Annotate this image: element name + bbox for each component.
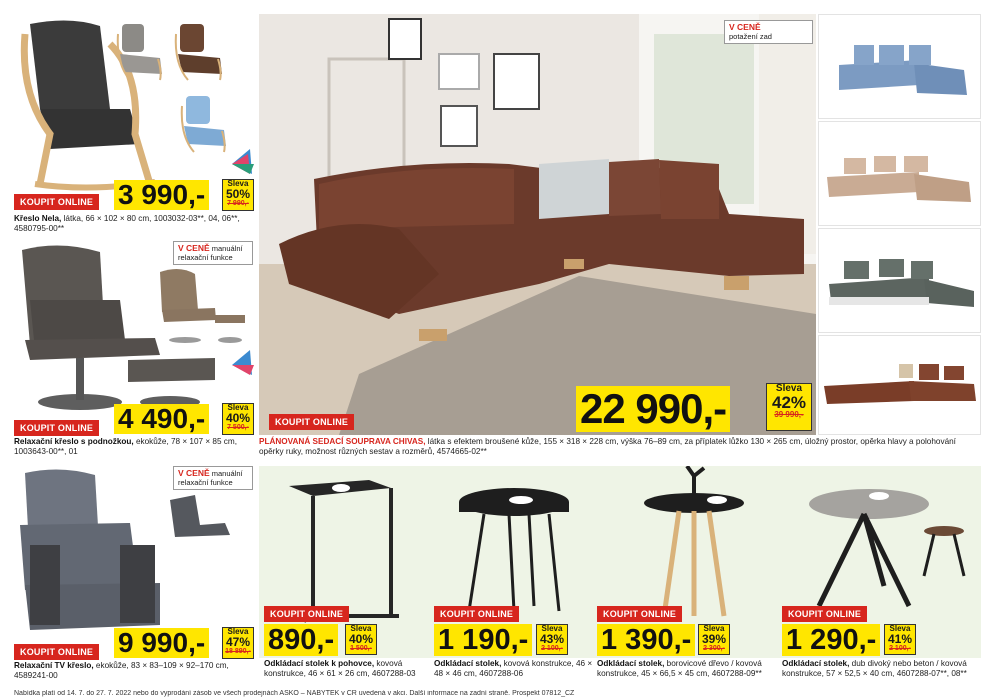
tv-chair-photo [10, 465, 255, 640]
table1-discount-percent: 40% [348, 632, 374, 646]
nela-desc-text: látka, 66 × 102 × 80 cm, 1003032-03**, 04, 06**, 4580795-00** [14, 214, 240, 234]
table1-discount-label: Sleva [350, 624, 372, 633]
table2-discount-label: Sleva [541, 624, 563, 633]
table1-name: Odkládací stolek k pohovce, [264, 659, 375, 668]
nela-description [14, 214, 259, 235]
tv-buy-online-button[interactable]: KOUPIT ONLINE [14, 644, 99, 660]
tv-included-title: V CENĚ [178, 468, 210, 478]
table4-name: Odkládací stolek, [782, 659, 850, 668]
sofa-variant-beige-photo [818, 121, 981, 226]
table1-description [264, 659, 432, 680]
table2-description [434, 659, 594, 680]
table2-discount-percent: 43% [539, 632, 565, 646]
tv-description [14, 661, 259, 682]
chivas-price: 22 990,- [576, 386, 730, 432]
tv-old-price: 18 890,- [225, 648, 251, 655]
chivas-old-price: 39 990,- [774, 410, 804, 419]
chivas-name: PLÁNOVANÁ SEDACÍ SOUPRAVA CHIVAS, [259, 437, 426, 446]
table4-description [782, 659, 982, 680]
chivas-desc-text: látka s efektem broušené kůže, 155 × 318 × 228 cm, výška 76–89 cm, za příplatek lůžko 130 × 265 cm, úložný prostor, opěrka hlavy a polohování opěrky ruky, možnost různých sestav a rozměrů, 4574665-02** [259, 437, 956, 457]
sofa-variant-brown-photo [818, 335, 981, 435]
table4-desc-text: dub divoký nebo beton / kovová konstrukce, 57 × 52,5 × 40 cm, 4607288-07**, 08** [782, 659, 967, 679]
relax-buy-online-button[interactable]: KOUPIT ONLINE [14, 420, 99, 436]
chivas-description [259, 437, 979, 458]
tv-discount-label: Sleva [227, 627, 249, 636]
nela-discount-percent: 50% [225, 187, 251, 201]
relax-discount-badge [222, 403, 254, 435]
chivas-discount-percent: 42% [771, 393, 807, 412]
tv-discount-badge [222, 627, 254, 659]
table4-discount-percent: 41% [887, 632, 913, 646]
tv-included-text: manuální relaxační funkce [178, 469, 243, 487]
table3-discount-badge [698, 624, 730, 655]
table3-name: Odkládací stolek, [597, 659, 665, 668]
table1-discount-badge [345, 624, 377, 655]
table4-price: 1 290,- [782, 624, 880, 656]
table2-price: 1 190,- [434, 624, 532, 656]
relax-included-text: manuální relaxační funkce [178, 244, 243, 262]
table2-name: Odkládací stolek, [434, 659, 502, 668]
table3-buy-online-button[interactable]: KOUPIT ONLINE [597, 606, 682, 622]
table4-buy-online-button[interactable]: KOUPIT ONLINE [782, 606, 867, 622]
nela-chair-photo [10, 14, 255, 194]
table1-old-price: 1 500,- [350, 645, 372, 652]
relax-name: Relaxační křeslo s podnožkou, [14, 437, 134, 446]
footer-note: Nabídka platí od 14. 7. do 27. 7. 2022 nebo do vyprodání zásob ve všech prodejnách ASKO – NÁBYTEK v ČR uvedená v akci. Další informace na zadní straně. Prospekt 07812_CZ [14, 690, 575, 697]
table4-discount-badge [884, 624, 916, 655]
table2-desc-text: kovová konstrukce, 46 × 48 × 46 cm, 4607288-06 [434, 659, 593, 679]
relax-included-title: V CENĚ [178, 243, 210, 253]
relax-desc-text: ekokůže, 78 × 107 × 85 cm, 1003643-00**, 01 [14, 437, 237, 457]
table3-discount-percent: 39% [701, 632, 727, 646]
chivas-discount-badge [766, 383, 812, 431]
chivas-room-photo [259, 14, 816, 435]
sofa-variant-grey-photo [818, 228, 981, 333]
nela-name: Křeslo Nela, [14, 214, 62, 223]
sofa-variant-blue-photo [818, 14, 981, 119]
table3-price: 1 390,- [597, 624, 695, 656]
table3-discount-label: Sleva [703, 624, 725, 633]
table2-discount-badge [536, 624, 568, 655]
relax-discount-label: Sleva [227, 403, 249, 412]
relax-chair-photo [10, 240, 255, 420]
chivas-included-note [724, 20, 813, 44]
chivas-included-title: V CENĚ [729, 22, 761, 32]
table2-buy-online-button[interactable]: KOUPIT ONLINE [434, 606, 519, 622]
table1-price: 890,- [264, 624, 338, 656]
nela-discount-label: Sleva [227, 179, 249, 188]
table3-old-price: 2 300,- [703, 645, 725, 652]
nela-discount-badge [222, 179, 254, 211]
tv-price: 9 990,- [114, 628, 209, 658]
tv-desc-text: ekokůže, 83 × 83–109 × 92–170 cm, 4589241-00 [14, 661, 229, 681]
nela-price: 3 990,- [114, 180, 209, 210]
chivas-included-text: potažení zad [729, 31, 772, 41]
relax-old-price: 7 500,- [227, 424, 249, 431]
relax-discount-percent: 40% [225, 411, 251, 425]
tv-discount-percent: 47% [225, 635, 251, 649]
table1-desc-text: kovová konstrukce, 46 × 61 × 26 cm, 4607288-03 [264, 659, 416, 679]
relax-description [14, 437, 259, 458]
table4-old-price: 2 100,- [889, 645, 911, 652]
chivas-buy-online-button[interactable]: KOUPIT ONLINE [269, 414, 354, 430]
nela-buy-online-button[interactable]: KOUPIT ONLINE [14, 194, 99, 210]
table2-old-price: 2 100,- [541, 645, 563, 652]
tv-name: Relaxační TV křeslo, [14, 661, 94, 670]
nela-old-price: 7 990,- [227, 200, 249, 207]
table4-discount-label: Sleva [889, 624, 911, 633]
relax-price: 4 490,- [114, 404, 209, 434]
table3-desc-text: borovicové dřevo / kovová konstrukce, 45 × 66,5 × 45 cm, 4607288-09** [597, 659, 762, 679]
chivas-discount-label: Sleva [775, 383, 803, 394]
table1-buy-online-button[interactable]: KOUPIT ONLINE [264, 606, 349, 622]
table3-description [597, 659, 779, 680]
